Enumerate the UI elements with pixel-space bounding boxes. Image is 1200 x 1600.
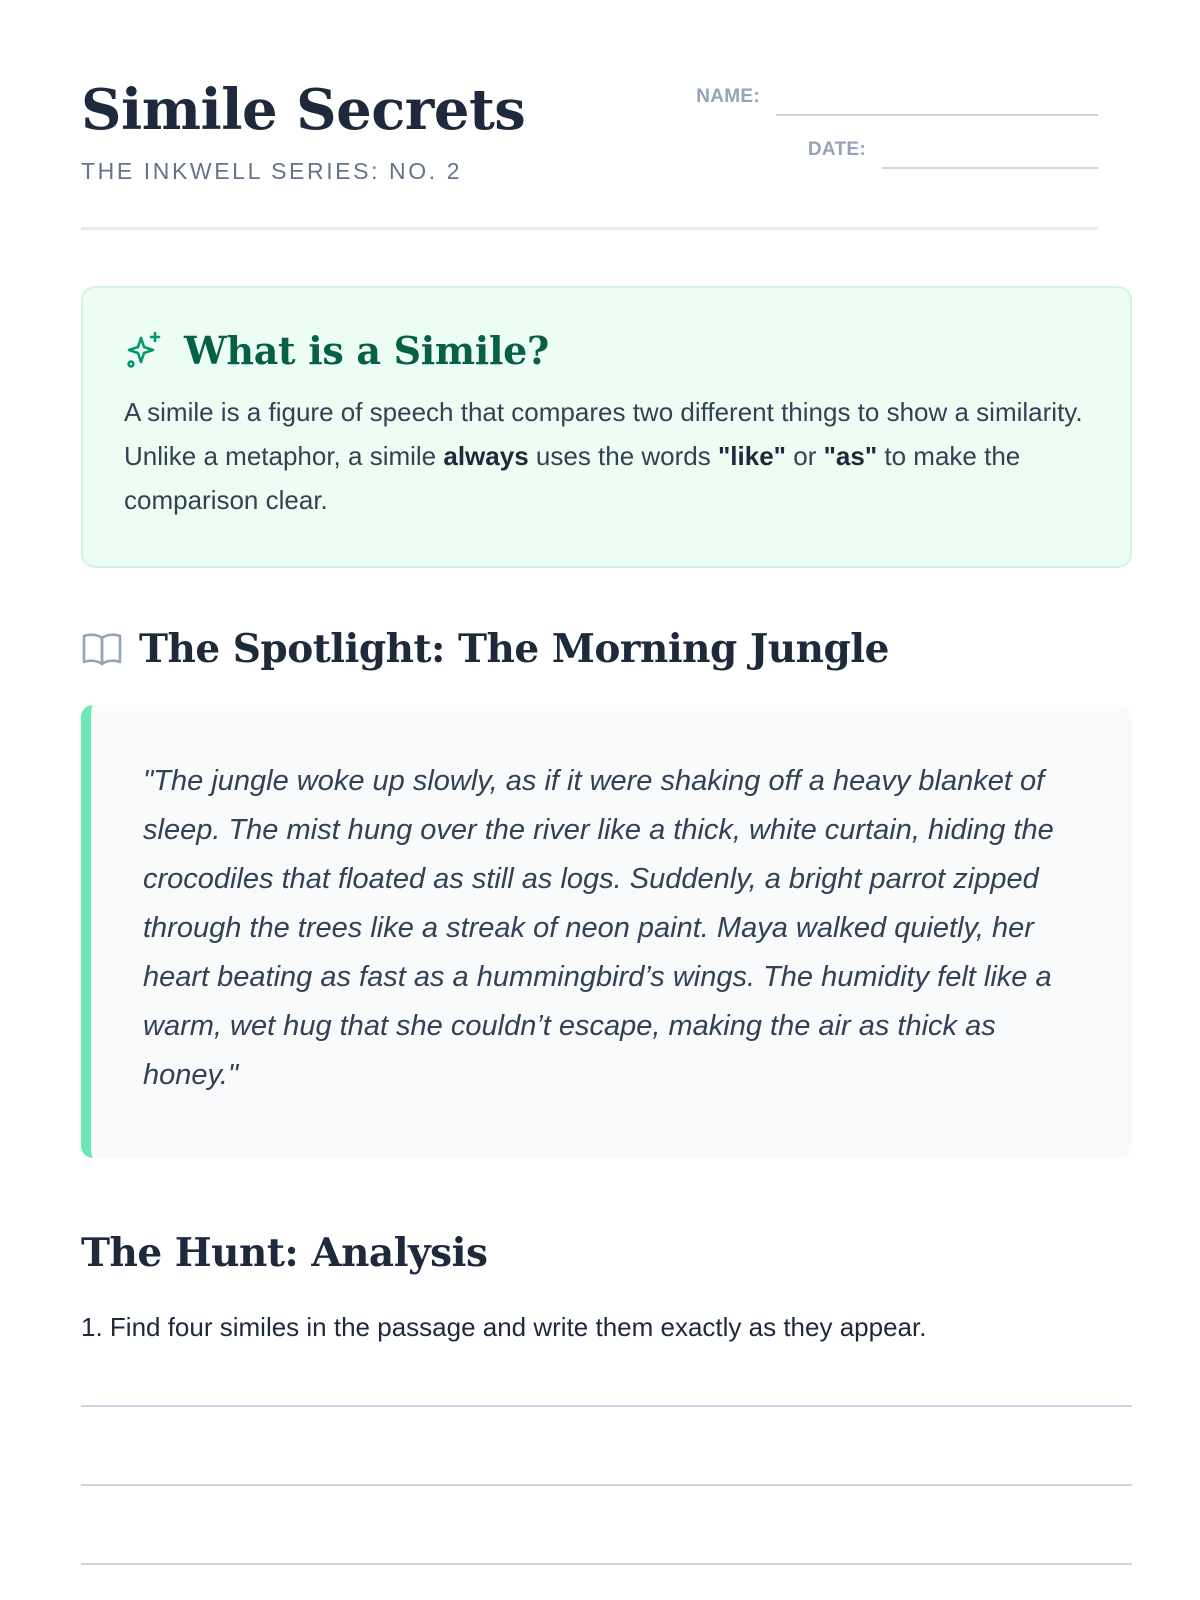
passage-text: "The jungle woke up slowly, as if it were shaking off a heavy blanket of sleep. The mist hung over the river like a thick, white curtain, hiding the crocodiles that floated as still as logs. Suddenly, a bright parrot zipped through the trees like a streak of neon paint. Maya walked quietly, her heart beating as fast as a hummingbird’s wings. The humidity felt like a warm, wet hug that she couldn’t escape, making the air as thick as honey." [143, 765, 1054, 1091]
worksheet-header [81, 0, 1098, 230]
emphasis-like: "like" [717, 441, 787, 471]
answer-line[interactable] [81, 1563, 1132, 1565]
definition-text-part: A simile is a figure of speech that compares two different things to show a similarity. Unlike a metaphor, a simile [124, 397, 1083, 471]
page-title: Simile Secrets [81, 77, 526, 143]
date-label: DATE: [807, 139, 866, 160]
open-book-icon [81, 628, 123, 670]
question-1: 1. Find four similes in the passage and write them exactly as they appear. [81, 1312, 927, 1342]
definition-text-part: or [786, 441, 824, 471]
answer-line[interactable] [81, 1484, 1132, 1486]
series-subtitle: THE INKWELL SERIES: NO. 2 [81, 158, 463, 184]
sparkles-icon [124, 330, 164, 370]
emphasis-as: "as" [823, 441, 878, 471]
analysis-title: The Hunt: Analysis [81, 1230, 488, 1276]
date-field[interactable] [808, 139, 1098, 169]
date-blank-line[interactable] [882, 139, 1098, 169]
definition-text-part: to make the comparison clear. [124, 441, 1021, 515]
definition-title: What is a Simile? [184, 327, 549, 373]
name-label: NAME: [696, 86, 760, 107]
definition-box [81, 286, 1132, 568]
spotlight-title: The Spotlight: The Morning Jungle [139, 626, 889, 672]
definition-heading [124, 326, 1090, 374]
definition-text [124, 390, 1090, 522]
spotlight-heading [81, 626, 889, 672]
answer-line[interactable] [81, 1405, 1132, 1407]
emphasis-always: always [443, 441, 529, 471]
passage-box [81, 705, 1132, 1158]
name-field[interactable] [696, 86, 1098, 116]
name-blank-line[interactable] [776, 86, 1098, 116]
definition-text-part: uses the words [528, 441, 718, 471]
